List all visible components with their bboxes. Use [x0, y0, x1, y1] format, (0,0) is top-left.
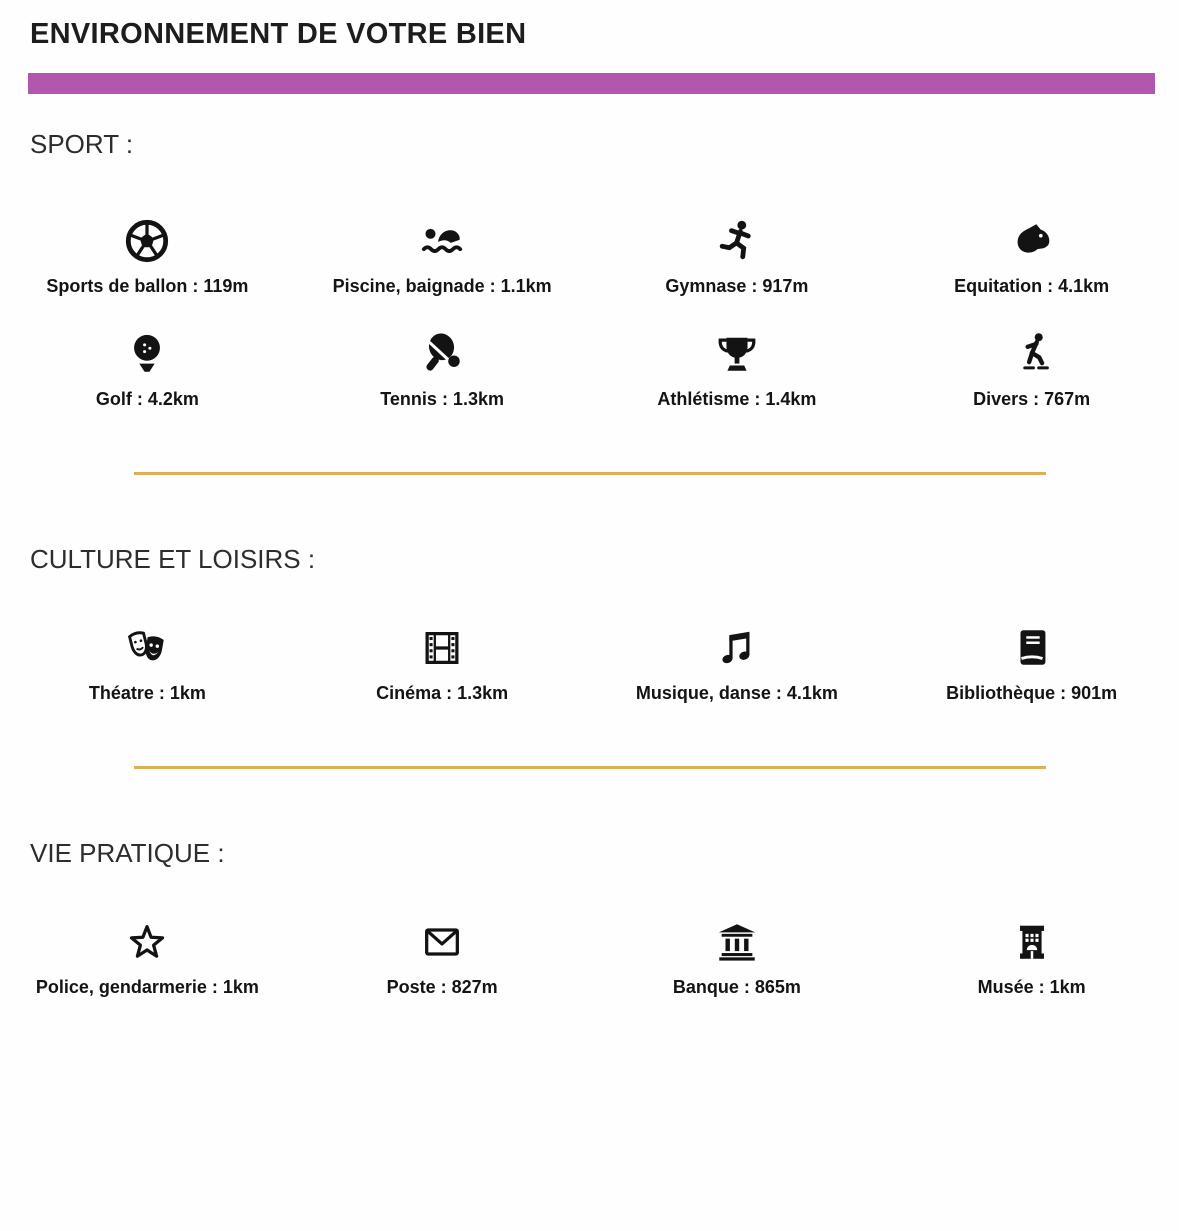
- section-heading-sport: SPORT :: [30, 129, 134, 159]
- section-divider: [134, 766, 1046, 769]
- poi-item-cinema: [295, 625, 590, 704]
- poi-label: Divers : 767m: [973, 389, 1091, 409]
- soccer-ball-icon: [124, 218, 170, 264]
- poi-item-musique: [590, 625, 885, 704]
- theater-masks-icon: [124, 625, 170, 671]
- ice-skater-icon: [1009, 331, 1055, 377]
- section-divider: [134, 472, 1046, 475]
- poi-label: Poste : 827m: [386, 977, 498, 997]
- poi-label: Piscine, baignade : 1.1km: [332, 276, 552, 296]
- poi-item-golf: [0, 331, 295, 410]
- poi-item-theatre: [0, 625, 295, 704]
- poi-item-tennis: [295, 331, 590, 410]
- poi-label: Musique, danse : 4.1km: [635, 683, 838, 703]
- sport-grid: [0, 218, 1179, 410]
- poi-label: Banque : 865m: [672, 977, 801, 997]
- golf-ball-icon: [124, 331, 170, 377]
- poi-label: Gymnase : 917m: [665, 276, 809, 296]
- report-page: [0, 16, 1179, 998]
- trophy-icon: [714, 331, 760, 377]
- vie-pratique-grid: [0, 919, 1179, 998]
- book-icon: [1009, 625, 1055, 671]
- poi-label: Sports de ballon : 119m: [46, 276, 249, 296]
- culture-grid: [0, 625, 1179, 704]
- poi-item-sports-ballon: [0, 218, 295, 297]
- poi-item-piscine: [295, 218, 590, 297]
- poi-item-athletisme: [590, 331, 885, 410]
- poi-label: Bibliothèque : 901m: [946, 683, 1118, 703]
- star-outline-icon: [124, 919, 170, 965]
- poi-item-bibliotheque: [884, 625, 1179, 704]
- section-heading-culture: CULTURE ET LOISIRS :: [30, 544, 316, 574]
- section-sport: [0, 128, 1179, 475]
- swimmer-icon: [419, 218, 465, 264]
- poi-item-musee: [884, 919, 1179, 998]
- section-vie-pratique: [0, 837, 1179, 998]
- envelope-icon: [419, 919, 465, 965]
- poi-item-gymnase: [590, 218, 885, 297]
- poi-label: Athlétisme : 1.4km: [657, 389, 817, 409]
- runner-icon: [714, 218, 760, 264]
- poi-item-equitation: [884, 218, 1179, 297]
- table-tennis-icon: [419, 331, 465, 377]
- bank-icon: [714, 919, 760, 965]
- page-title: ENVIRONNEMENT DE VOTRE BIEN: [30, 18, 527, 50]
- music-note-icon: [714, 625, 760, 671]
- poi-item-banque: [590, 919, 885, 998]
- poi-label: Police, gendarmerie : 1km: [35, 977, 259, 997]
- horse-head-icon: [1009, 218, 1055, 264]
- poi-item-police: [0, 919, 295, 998]
- section-culture: [0, 543, 1179, 769]
- poi-item-poste: [295, 919, 590, 998]
- poi-label: Musée : 1km: [977, 977, 1086, 997]
- poi-label: Cinéma : 1.3km: [376, 683, 509, 703]
- film-strip-icon: [419, 625, 465, 671]
- poi-label: Tennis : 1.3km: [380, 389, 504, 409]
- poi-label: Equitation : 4.1km: [954, 276, 1110, 296]
- poi-item-divers: [884, 331, 1179, 410]
- poi-label: Golf : 4.2km: [95, 389, 199, 409]
- accent-bar: [28, 73, 1155, 94]
- museum-building-icon: [1009, 919, 1055, 965]
- section-heading-vie-pratique: VIE PRATIQUE :: [30, 838, 225, 868]
- poi-label: Théatre : 1km: [88, 683, 206, 703]
